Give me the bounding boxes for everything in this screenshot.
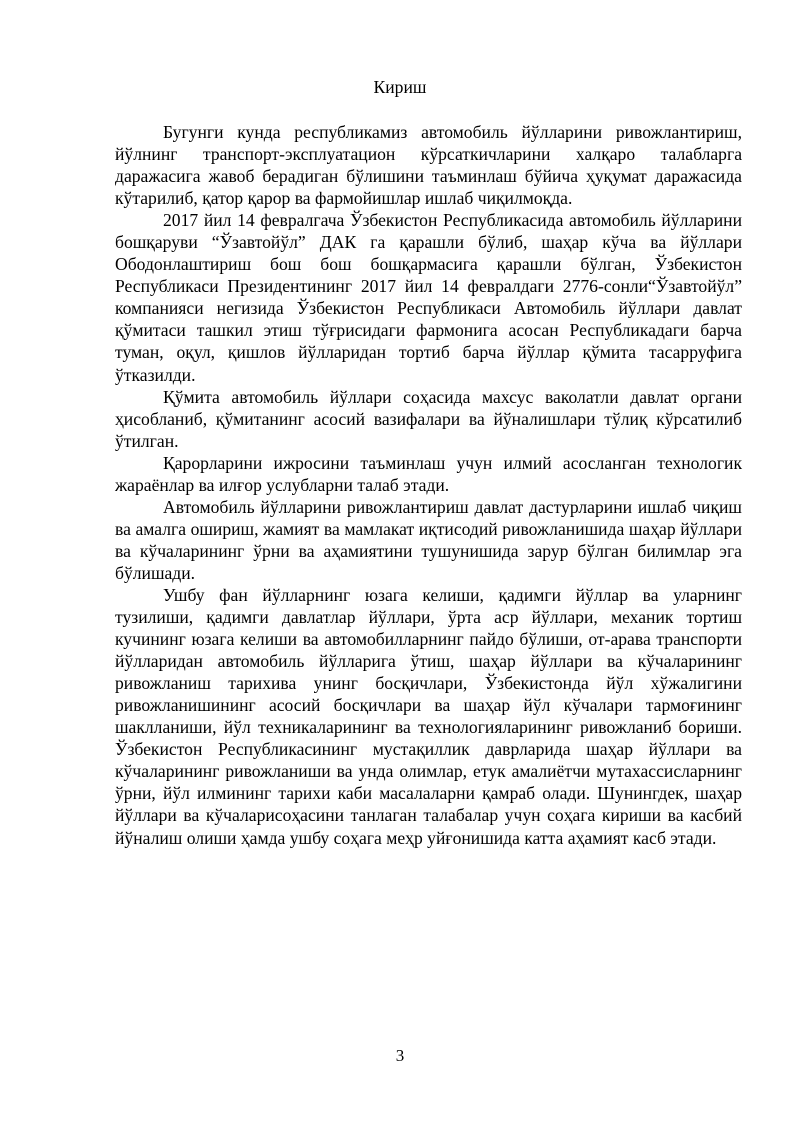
- paragraph-6: Ушбу фан йўлларнинг юзага келиши, қадимги йўллар ва уларнинг тузилиши, қадимги давлатлар йўллари, ўрта аср йўллари, механик тортиш кучининг юзага келиши ва автомобилларнинг пайдо бўлиши, от-арава транспорти йўлларидан автомобиль йўлларига ўтиш, шаҳар йўллари ва кўчаларининг ривожланиш тарихива унинг босқичлари, Ўзбекистонда йўл хўжалигини ривожланишининг асосий босқичлари ва шаҳар йўл кўчалари тармоғининг шаклланиши, йўл техникаларининг ва технологияларининг ривожланиб бориши. Ўзбекистон Республикасининг мустақиллик даврларида шаҳар йўллари ва кўчаларининг ривожланиши ва унда олимлар, етук амалиётчи мутахассисларнинг ўрни, йўл илмининг тарихи каби масалаларни қамраб олади. Шунингдек, шаҳар йўллари ва кўчаларисоҳасини танлаган талабалар учун соҳага кириши ва касбий йўналиш олиши ҳамда ушбу соҳага меҳр уйғонишида катта аҳамият касб этади.: [115, 584, 742, 848]
- page-number: 3: [395, 1046, 405, 1065]
- paragraph-2: 2017 йил 14 февралгача Ўзбекистон Республикасида автомобиль йўлларини бошқаруви “Ўзавтойўл” ДАК га қарашли бўлиб, шаҳар кўча ва йўллари Ободонлаштириш бош бош бошқармасига қарашли бўлган, Ўзбекистон Республикаси Президентининг 2017 йил 14 февралдаги 2776-сонли“Ўзавтойўл” компанияси негизида Ўзбекистон Республикаси Автомобиль йўллари давлат қўмитаси ташкил этиш тўғрисидаги фармонига асосан Республикадаги барча туман, оқул, қишлов йўлларидан тортиб барча йўллар қўмита тасарруфига ўтказилди.: [115, 210, 742, 385]
- document-body: [115, 121, 742, 849]
- paragraph-5: Автомобиль йўлларини ривожлантириш давлат дастурларини ишлаб чиқиш ва амалга ошириш, жамият ва мамлакат иқтисодий ривожланишида шаҳар йўллари ва кўчаларининг ўрни ва аҳамиятини тушунишида зарур бўлган билимлар эга бўлишади.: [115, 496, 742, 583]
- paragraph-4: Қарорларини ижросини таъминлаш учун илмий асосланган технологик жараёнлар ва илғор услубларни талаб этади.: [115, 452, 742, 495]
- paragraph-3: Қўмита автомобиль йўллари соҳасида махсус ваколатли давлат органи ҳисобланиб, қўмитанинг асосий вазифалари ва йўналишлари тўлиқ кўрсатилиб ўтилган.: [115, 386, 742, 451]
- paragraph-1: Бугунги кунда республикамиз автомобиль йўлларини ривожлантириш, йўлнинг транспорт-эксплуатацион кўрсаткичларини халқаро талабларга даражасига жавоб берадиган бўлишини таъминлаш бўйича ҳуқумат даражасида кўтарилиб, қатор қарор ва фармойишлар ишлаб чиқилмоқда.: [115, 122, 742, 209]
- page-title: Кириш: [373, 77, 427, 97]
